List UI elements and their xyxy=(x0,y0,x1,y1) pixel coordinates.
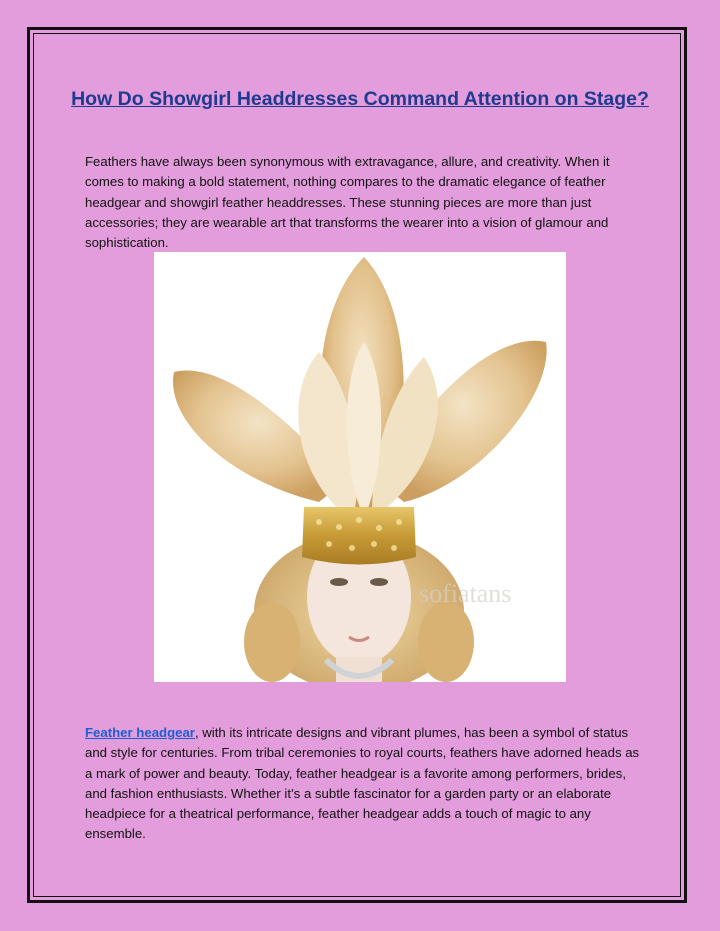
body-paragraph xyxy=(85,723,645,845)
body-paragraph-text: , with its intricate designs and vibrant plumes, has been a symbol of status and style for centuries. From tribal ceremonies to royal courts, feathers have adorned heads as a mark of power and beauty. Today, feather headgear is a favorite among performers, brides, and fashion enthusiasts. Whether it’s a subtle fascinator for a garden party or an elaborate headpiece for a theatrical performance, feather headgear adds a touch of magic to any ensemble. xyxy=(85,725,640,842)
headdress-illustration xyxy=(154,252,566,682)
page-title: How Do Showgirl Headdresses Command Attention on Stage? xyxy=(71,88,649,110)
intro-paragraph: Feathers have always been synonymous with extravagance, allure, and creativity. When it comes to making a bold statement, nothing compares to the dramatic elegance of feather headgear and showgirl feather headdresses. These stunning pieces are more than just accessories; they are wearable art that transforms the wearer into a vision of glamour and sophistication. xyxy=(85,154,610,251)
headdress-photo xyxy=(154,252,566,682)
photo-watermark: sofiatans xyxy=(419,579,512,608)
feather-headgear-link[interactable]: Feather headgear xyxy=(85,725,195,740)
